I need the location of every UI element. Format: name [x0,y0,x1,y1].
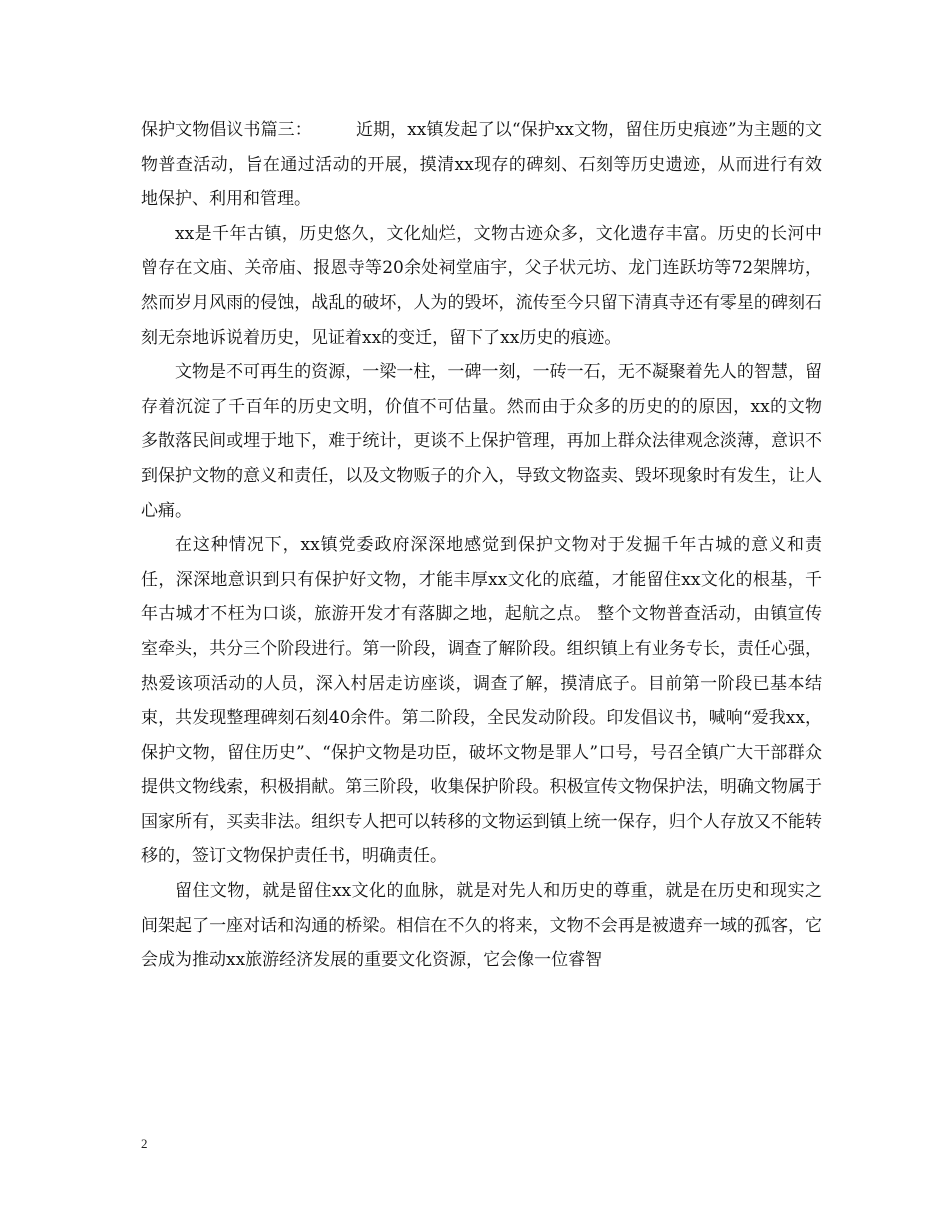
page-number: 2 [141,1136,148,1151]
paragraph-1: 近期，xx镇发起了以“保护xx文物，留住历史痕迹”为主题的文物普查活动，旨在通过活动的开展，摸清xx现存的碑刻、石刻等历史遗迹，从而进行有效地保护、利用和管理。 [141,120,822,210]
paragraph-5: 留住文物，就是留住xx文化的血脉，就是对先人和历史的尊重，就是在历史和现实之间架起了一座对话和沟通的桥梁。相信在不久的将来，文物不会再是被遗弃一域的孤客，它会成为推动xx旅游经济发展的重要文化资源，它会像一位睿智 [141,881,822,971]
paragraph-4: 在这种情况下，xx镇党委政府深深地感觉到保护文物对于发掘千年古城的意义和责任，深深地意识到只有保护好文物，才能丰厚xx文化的底蕴，才能留住xx文化的根基，千年古城才不枉为口谈，旅游开发才有落脚之地，起航之点。 整个文物普查活动，由镇宣传室牵头，共分三个阶段进行。第一阶段，调查了解阶段。组织镇上有业务专长，责任心强，热爱该项活动的人员，深入村居走访座谈，调查了解，摸清底子。目前第一阶段已基本结束，共发现整理碑刻石刻40余件。第二阶段，全民发动阶段。印发倡议书，喊响“爱我xx，保护文物，留住历史”、“保护文物是功臣，破坏文物是罪人”口号，号召全镇广大干部群众提供文物线索，积极捐献。第三阶段，收集保护阶段。积极宣传文物保护法，明确文物属于国家所有，买卖非法。组织专人把可以转移的文物运到镇上统一保存，归个人存放又不能转移的，签订文物保护责任书，明确责任。 [141,535,822,867]
section-heading: 保护文物倡议书篇三： [141,120,312,140]
document-body [141,113,822,978]
first-paragraph [141,113,822,217]
paragraph-3: 文物是不可再生的资源，一梁一柱，一碑一刻，一砖一石，无不凝聚着先人的智慧，留存着沉淀了千百年的历史文明，价值不可估量。然而由于众多的历史的的原因，xx的文物多散落民间或埋于地下，难于统计，更谈不上保护管理，再加上群众法律观念淡薄，意识不到保护文物的意义和责任，以及文物贩子的介入，导致文物盗卖、毁坏现象时有发生，让人心痛。 [141,362,822,521]
paragraph-2: xx是千年古镇，历史悠久，文化灿烂，文物古迹众多，文化遗存丰富。历史的长河中曾存在文庙、关帝庙、报恩寺等20余处祠堂庙宇，父子状元坊、龙门连跃坊等72架牌坊，然而岁月风雨的侵蚀，战乱的破坏，人为的毁坏，流传至今只留下清真寺还有零星的碑刻石刻无奈地诉说着历史，见证着xx的变迁，留下了xx历史的痕迹。 [141,223,822,348]
